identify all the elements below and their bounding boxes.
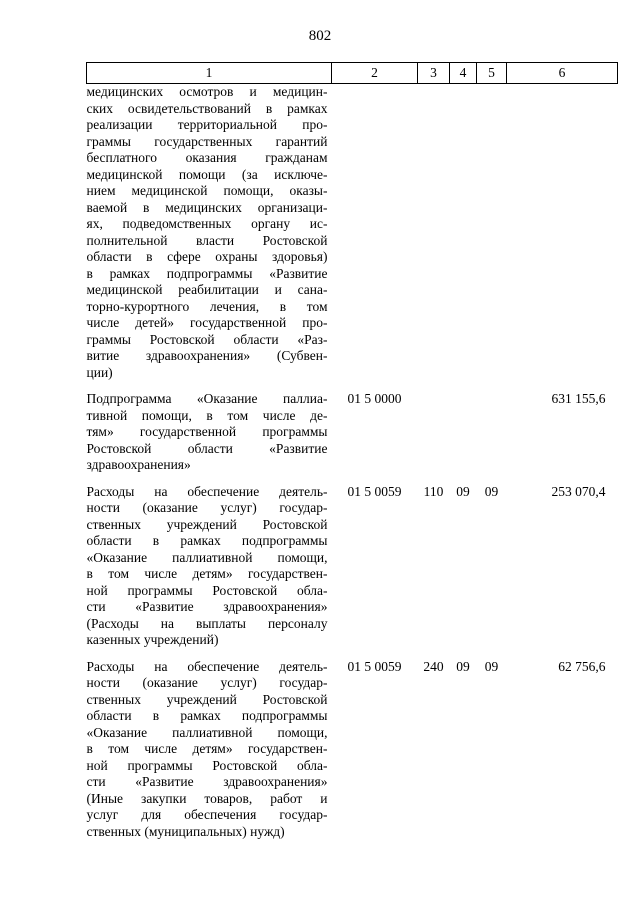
row-code	[332, 84, 418, 392]
description-line: нием медицинской помощи, оказы-	[86, 183, 328, 198]
description-line: ной программы Ростовской обла-	[86, 582, 328, 598]
row-col4: 09	[456, 658, 470, 674]
row-code: 01 5 0059	[347, 658, 402, 674]
description-line: ции)	[86, 364, 113, 380]
column-header: 3	[418, 63, 450, 84]
description-line: сти «Развитие здравоохранения»	[86, 774, 328, 789]
description-line: числе детей» государственной про-	[86, 315, 328, 330]
description-line: в том числе детям» государствен-	[86, 741, 328, 756]
description-line: в рамках подпрограммы «Развитие	[86, 265, 328, 281]
description-line: услуг для обеспечения государ-	[86, 807, 328, 822]
budget-table	[86, 62, 618, 850]
table-row	[87, 484, 618, 659]
table-row	[87, 391, 618, 484]
description-line: тям» государственной программы	[86, 424, 328, 439]
description-line: ности (оказание услуг) государ-	[86, 675, 328, 690]
row-col3: 110	[423, 483, 444, 499]
description-line: ной программы Ростовской обла-	[86, 757, 328, 773]
row-code: 01 5 0000	[347, 391, 402, 406]
row-description	[87, 84, 332, 392]
description-line: ских освидетельствований в рамках	[86, 100, 328, 116]
description-line: медицинской помощи (за исключе-	[86, 166, 328, 182]
description-line: ваемой в медицинских организаци-	[86, 199, 328, 215]
row-col4	[450, 391, 477, 484]
description-line: граммы государственных гарантий	[86, 133, 328, 149]
description-line: граммы Ростовской области «Раз-	[86, 331, 328, 347]
column-header: 5	[477, 63, 507, 84]
description-line: «Оказание паллиативной помощи,	[86, 549, 328, 565]
row-description	[87, 391, 332, 484]
description-line: области в рамках подпрограммы	[86, 533, 328, 548]
description-line: области в сфере охраны здоровья)	[86, 249, 328, 264]
column-header: 1	[87, 63, 332, 84]
description-line: Расходы на обеспечение деятель-	[86, 483, 328, 499]
row-amount: 631 155,6	[551, 391, 606, 406]
table-row	[87, 84, 618, 392]
row-col4: 09	[456, 483, 470, 499]
row-col4	[450, 84, 477, 392]
description-line: ности (оказание услуг) государ-	[86, 500, 328, 515]
description-line: торно-курортного лечения, в том	[86, 298, 328, 314]
description-line: витие здравоохранения» (Субвен-	[86, 348, 328, 363]
description-line: ственных учреждений Ростовской	[86, 691, 328, 707]
row-col5	[477, 391, 507, 484]
description-line: Подпрограмма «Оказание паллиа-	[86, 391, 328, 406]
row-col3	[418, 391, 450, 484]
row-col5: 09	[484, 658, 499, 674]
page-number: 802	[308, 28, 332, 44]
row-description	[87, 659, 332, 851]
table-row	[87, 659, 618, 851]
description-line: в том числе детям» государствен-	[86, 566, 328, 581]
row-amount: 62 756,6	[558, 658, 606, 674]
row-col3: 240	[423, 658, 444, 674]
description-line: медицинской реабилитации и сана-	[86, 282, 328, 297]
description-line: ственных (муниципальных) нужд)	[86, 823, 285, 839]
description-line: медицинских осмотров и медицин-	[86, 84, 328, 99]
row-col3	[418, 84, 450, 392]
row-description	[87, 484, 332, 659]
column-header: 2	[332, 63, 418, 84]
description-line: бесплатного оказания гражданам	[86, 150, 328, 165]
column-header: 4	[450, 63, 477, 84]
description-line: реализации территориальной про-	[86, 117, 328, 132]
row-code: 01 5 0059	[347, 483, 402, 499]
description-line: казенных учреждений)	[86, 632, 219, 647]
description-line: ственных учреждений Ростовской	[86, 516, 328, 532]
description-line: области в рамках подпрограммы	[86, 708, 328, 723]
description-line: сти «Развитие здравоохранения»	[86, 599, 328, 614]
column-header: 6	[507, 63, 618, 84]
description-line: (Расходы на выплаты персоналу	[86, 615, 328, 631]
description-line: (Иные закупки товаров, работ и	[86, 790, 328, 806]
description-line: «Оказание паллиативной помощи,	[86, 724, 328, 740]
column-header-row	[87, 63, 618, 84]
description-line: тивной помощи, в том числе де-	[86, 407, 328, 423]
description-line: Ростовской области «Развитие	[86, 440, 328, 456]
row-col5	[477, 84, 507, 392]
description-line: Расходы на обеспечение деятель-	[86, 658, 328, 674]
row-amount: 253 070,4	[551, 483, 606, 499]
description-line: здравоохранения»	[86, 457, 191, 472]
row-col5: 09	[484, 483, 499, 499]
description-line: ях, подведомственных органу ис-	[86, 216, 328, 231]
description-line: полнительной власти Ростовской	[86, 232, 328, 248]
row-amount	[507, 84, 618, 392]
